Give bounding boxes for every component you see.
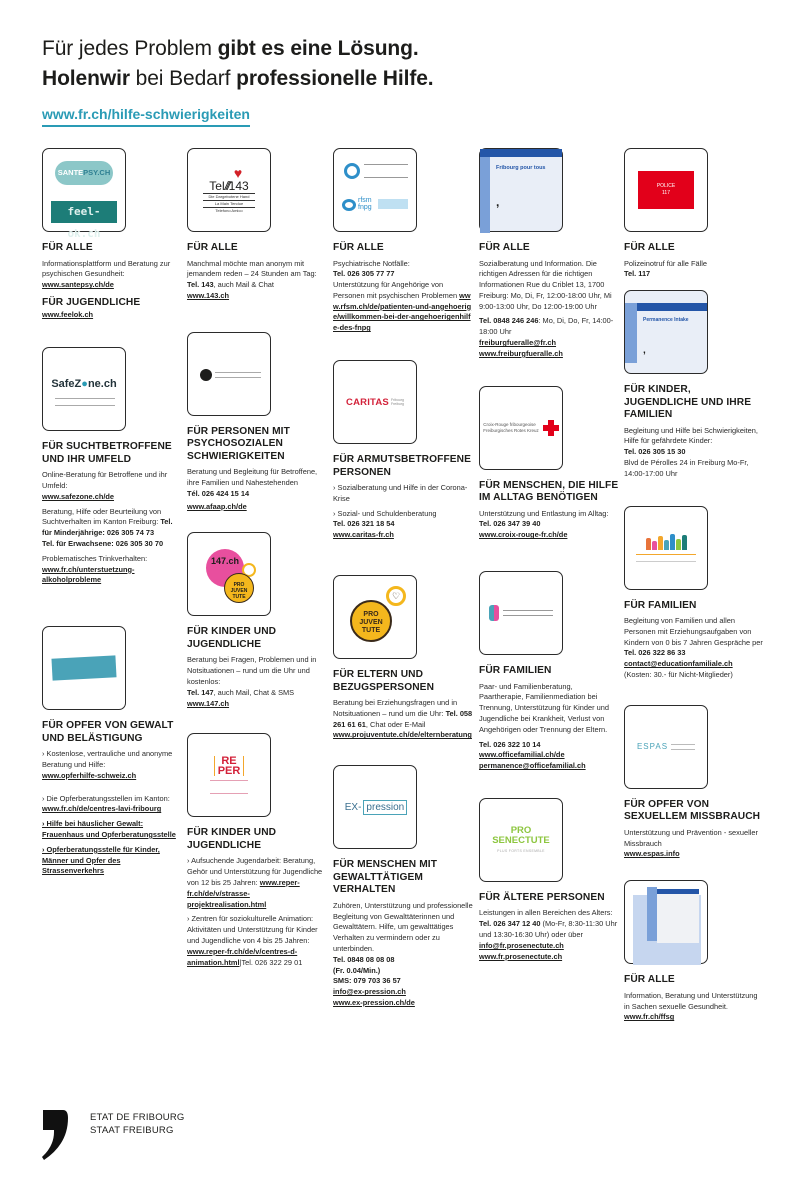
officefamilial-link[interactable]: www.officefamilial.ch/de	[479, 750, 565, 760]
card-description: › Sozialberatung und Hilfe in der Corona-Krise	[333, 483, 468, 503]
category-heading: FÜR ARMUTSBETROFFENE PERSONEN	[333, 454, 472, 478]
rfsm-link[interactable]: www.rfsm.ch/de/patienten-und-angehoerige/willkommen-bei-der-angehoerigenhilfe-des-fnpg	[333, 290, 472, 333]
reper-strasse-link[interactable]: www.reper-fr.ch/de/v/strasse-projektrealisation.html	[187, 877, 300, 909]
card-croix-rouge	[479, 386, 619, 541]
147-link[interactable]: www.147.ch	[187, 698, 230, 708]
santepsy-logo-mark: SANTEPSY.CH	[55, 161, 113, 185]
santepsy-link[interactable]: www.santepsy.ch/de	[42, 280, 114, 290]
card-description: Manchmal möchte man anonym mit jemandem reden – 24 Stunden am Tag: Tel. 143, auch Mail & Chat www.143.ch	[187, 259, 327, 302]
santepsy-feelok-logo	[42, 148, 126, 240]
card-pro-senectute	[479, 798, 619, 962]
afaap-logo	[187, 332, 271, 416]
espas-logo: ESPAS	[624, 705, 708, 789]
croix-rouge-link[interactable]: www.croix-rouge-fr.ch/de	[479, 530, 568, 540]
card-description: Information, Beratung und Unterstützung in Sachen sexuelle Gesundheit. www.fr.ch/ffsg	[624, 991, 764, 1023]
category-heading: FÜR ALLE	[624, 974, 675, 986]
headline-line-1: Für jedes Problem gibt es eine Lösung.	[42, 37, 419, 60]
category-heading: FÜR KINDER UND JUGENDLICHE	[187, 827, 277, 851]
card-147	[187, 532, 327, 709]
card-police	[624, 148, 764, 280]
category-heading: FÜR PERSONEN MIT PSYCHOSOZIALEN SCHWIERIGKEITEN	[187, 425, 290, 462]
category-heading: FÜR OPFER VON SEXUELLEM MISSBRAUCH	[624, 798, 761, 823]
card-description: Sozialberatung und Information. Die richtigen Adressen für die richtigen Informationen Rue du Criblet 13, 1700 Freiburg: Mo, Di, Fr, 12:00-18:00 Uhr, Mi 9:00-13:00 Uhr, Do 12:00-19:00 Uhr	[479, 258, 612, 311]
card-afaap	[187, 332, 327, 513]
column-3	[333, 148, 473, 1009]
headline-line-2: Holenwir bei Bedarf professionelle Hilfe.	[42, 67, 434, 90]
etat-fribourg-comma-logo-icon	[42, 1110, 68, 1160]
card-description: Polizeinotruf für alle Fälle Tel. 117	[624, 258, 707, 279]
card-description: Begleitung und Hilfe bei Schwierigkeiten, Hilfe für gefährdete Kinder: Tel. 026 305 15 30 Blvd de Pérolles 24 in Freiburg Mo-Fr, 14:00-17:00 Uhr	[624, 425, 758, 478]
category-heading: FÜR OPFER VON GEWALT UND BELÄSTIGUNG	[42, 720, 174, 744]
pro-senectute-logo: PRO SENECTUTE PLUS FORTS ENSEMBLE	[479, 798, 563, 882]
projuventute-link[interactable]: www.projuventute.ch/de/elternberatung	[333, 730, 472, 740]
143-link[interactable]: www.143.ch	[187, 290, 230, 300]
opferberatungsstelle-link[interactable]: › Opferberatungsstelle für Kinder, Männer und Opfer des Strassenverkehrs	[42, 844, 160, 876]
card-ex-pression	[333, 765, 473, 1008]
haeusliche-gewalt-link[interactable]: › Hilfe bei häuslicher Gewalt: Frauenhaus und Opferberatungsstelle	[42, 819, 176, 839]
freiburgfueralle-email-link[interactable]: freiburgfueralle@fr.ch	[479, 338, 557, 348]
category-heading: FÜR ALLE	[187, 242, 238, 253]
tel143-logo: ♥ Tel///143 Die Dargebotene Hand La Main Tendue Telefono Amico	[187, 148, 271, 232]
centres-lavi-link[interactable]: www.fr.ch/de/centres-lavi-fribourg	[42, 804, 162, 814]
card-opferhilfe: FÜR OPFER VON GEWALT UND BELÄSTIGUNG › Kostenlose, vertrauliche und anonyme Beratung und Hilfe: www.opferhilfe-schweiz.ch › Die Opferberatungsstellen im Kanton: www.fr.ch/de/centres-lavi-fribourg › Hilfe bei häuslicher Gewalt: Frauenhaus und Opferberatungsstelle › Opferberatungsstelle für Kinder, Männer und Opfer des Strassenverkehrs	[42, 626, 182, 877]
card-description: Paar- und Familienberatung, Paartherapie, Familienmediation bei Trennung, Unterstützung für Kinder und Jugendliche bei Krankheit, Verlust von Angehörigen oder Trennung der Eltern.	[479, 681, 609, 734]
red-cross-icon	[543, 420, 559, 436]
afaap-link[interactable]: www.afaap.ch/de	[187, 501, 247, 511]
card-rfsm	[333, 148, 473, 334]
caritas-logo: CARITAS Fribourg Freiburg	[333, 360, 417, 444]
comma-icon: ,	[643, 345, 646, 357]
reper-logo: RE PER	[187, 733, 271, 817]
card-description: Beratung und Begleitung für Betroffene, ihre Familien und Nahestehenden Tél. 026 424 15 14 www.afaap.ch/de	[187, 467, 327, 512]
category-heading: FÜR ALLE	[333, 242, 384, 253]
family-icon	[489, 605, 499, 621]
ex-pression-link[interactable]: www.ex-pression.ch/de	[333, 997, 415, 1007]
category-heading-2: FÜR JUGENDLICHE	[42, 296, 141, 308]
card-description: › Aufsuchende Jugendarbeit: Beratung, Gehör und Unterstützung für Jugendliche von 12 bis 25 Jahren: www.reper-fr.ch/de/v/strasse-projektrealisation.html	[187, 856, 323, 909]
card-freiburg-fuer-alle: Fribourg pour tous , FÜR ALLE Sozialberatung und Information. Die richtigen Adressen für die richtigen Informationen Rue du Criblet 13, 1700 Freiburg: Mo, Di, Fr, 12:00-18:00 Uhr, Mi 9:00-13:00 Uhr, Do 12:00-19:00 Uhr Tel. 0848 246 246: Mo, Di, Do, Fr, 14:00-18:00 Uhr freiburgfueralle@fr.ch www.freiburgfueralle.ch	[479, 148, 619, 360]
column-1	[42, 148, 182, 877]
heart-icon: ♡	[386, 586, 406, 606]
card-cfsg	[624, 880, 764, 1023]
card-description: Online-Beratung für Betroffene und ihr Umfeld: www.safezone.ch/de	[42, 470, 182, 502]
card-tel143	[187, 148, 327, 302]
card-description: Unterstützung und Entlastung im Alltag: Tel. 026 347 39 40 www.croix-rouge-fr.ch/de	[479, 509, 619, 541]
card-santepsy	[42, 148, 182, 321]
headline	[42, 34, 434, 94]
card-description: Zuhören, Unterstützung und professionelle Begleitung von Gewalttäterinnen und Gewalttätern. Hilfe, um gewalttätiges Verhalten zu vermindern oder zu unterbinden. Tel. 0848 08 08 08 (Fr. 0.04/Min.) SMS: 079 703 36 57 info@ex-pression.ch www.ex-pression.ch/de	[333, 900, 473, 1007]
category-heading: FÜR FAMILIEN	[479, 665, 552, 677]
footer-line-1: ETAT DE FRIBOURG	[90, 1112, 185, 1123]
freiburgfueralle-link[interactable]: www.freiburgfueralle.ch	[479, 348, 563, 358]
card-caritas: CARITAS Fribourg Freiburg FÜR ARMUTSBETROFFENE PERSONEN › Sozialberatung und Hilfe in der Corona-Krise › Sozial- und Schuldenberatung Tel. 026 321 18 54 www.caritas-fr.ch	[333, 360, 473, 541]
comma-icon: ,	[496, 195, 500, 209]
category-heading: FÜR ÄLTERE PERSONEN	[479, 891, 605, 903]
reper-centres-link[interactable]: www.reper-fr.ch/de/v/centres-d-animation.html	[187, 946, 298, 967]
card-permanence-intake	[624, 290, 764, 479]
card-projuventute	[333, 575, 473, 741]
column-5	[624, 148, 764, 1023]
alkoholprobleme-link[interactable]: www.fr.ch/unterstuetzung-alkoholprobleme	[42, 564, 135, 585]
card-description: Unterstützung und Prävention - sexueller Missbrauch www.espas.info	[624, 828, 764, 860]
category-heading: FÜR ALLE	[624, 242, 675, 253]
main-url-link[interactable]: www.fr.ch/hilfe-schwierigkeiten	[42, 106, 250, 127]
ffsg-link[interactable]: www.fr.ch/ffsg	[624, 1012, 675, 1022]
ex-pression-email-link[interactable]: info@ex-pression.ch	[333, 987, 406, 997]
column-4	[479, 148, 619, 962]
category-heading: FÜR MENSCHEN, DIE HILFE IM ALLTAG BENÖTIGEN	[479, 479, 619, 504]
espas-link[interactable]: www.espas.info	[624, 849, 680, 859]
column-2	[187, 148, 327, 968]
safezone-link[interactable]: www.safezone.ch/de	[42, 491, 115, 501]
police-logo: POLICE 117	[624, 148, 708, 232]
category-heading: FÜR KINDER UND JUGENDLICHE	[187, 626, 277, 650]
card-education-familiale	[624, 506, 764, 681]
card-description: Leistungen in allen Bereichen des Alters: Tel. 026 347 12 40 (Mo-Fr, 8:30-11:30 Uhr und 13:30-16:30 Uhr) oder über info@fr.prosenectute.ch www.fr.prosenectute.ch	[479, 908, 618, 961]
147-projuventute-logo: 147.ch PRO JUVEN TUTE	[187, 532, 271, 616]
prosenectute-email-link[interactable]: info@fr.prosenectute.ch	[479, 940, 564, 950]
office-familial-logo	[479, 571, 563, 655]
officefamilial-email-link[interactable]: permanence@officefamilial.ch	[479, 761, 586, 771]
croix-rouge-logo: Croix-Rouge fribourgeoise Freiburgisches Rotes Kreuz	[479, 386, 563, 470]
card-description: Psychiatrische Notfälle: Tel. 026 305 77 77 Unterstützung für Angehörige von Personen mit psychischen Problemen www.rfsm.ch/de/patienten-und-angehoerige/willkommen-bei-der-angehoerigenhilfe-des-fnpg	[333, 258, 472, 333]
opferhilfe-logo	[42, 626, 126, 710]
card-description: Beratung bei Fragen, Problemen und in Notsituationen – rund um die Uhr und kostenlos: Tel. 147, auch Mail, Chat & SMS www.147.ch	[187, 655, 327, 709]
heart-icon: ♥	[233, 164, 243, 181]
footer-line-2: STAAT FREIBURG	[90, 1125, 174, 1136]
feelok-logo-mark: feel-ok.ch	[51, 201, 117, 223]
card-espas	[624, 705, 764, 860]
opferhilfe-link[interactable]: www.opferhilfe-schweiz.ch	[42, 770, 137, 780]
cfsg-logo	[624, 880, 708, 964]
family-figures-icon	[646, 534, 687, 550]
permanence-intake-logo: Permanence Intake ,	[624, 290, 708, 374]
card-description: Informationsplattform und Beratung zur psychischen Gesundheit: www.santepsy.ch/de	[42, 259, 182, 291]
card-description: Beratung bei Erziehungsfragen und in Notsituationen – rund um die Uhr: Tel. 058 261 61 61, Chat oder E-Mail www.projuventute.ch/de/elternberatung	[333, 698, 473, 740]
card-description: Begleitung von Familien und allen Personen mit Erziehungsaufgaben von Kindern von 0 bis 7 Jahren Gespräche per Tel. 026 322 86 33 contact@educationfamiliale.ch (Kosten: 30.- für Nicht-Mitglieder)	[624, 616, 763, 680]
category-heading: FÜR FAMILIEN	[624, 599, 697, 611]
educationfamiliale-email-link[interactable]: contact@educationfamiliale.ch	[624, 659, 733, 669]
feelok-link[interactable]: www.feelok.ch	[42, 310, 94, 320]
card-reper: RE PER FÜR KINDER UND JUGENDLICHE › Aufsuchende Jugendarbeit: Beratung, Gehör und Unterstützung für Jugendliche von 12 bis 25 Jahren: www.reper-fr.ch/de/v/strasse-projektrealisation.html › Zentren für soziokulturelle Animation: Aktivitäten und Unterstützung für Kinder und Jugendliche von 4 bis 25 Jahren: www.reper-fr.ch/de/v/centres-d-animation.html|Tel. 026 322 29 01	[187, 733, 327, 968]
card-description: › Kostenlose, vertrauliche und anonyme Beratung und Hilfe: www.opferhilfe-schweiz.ch	[42, 749, 182, 781]
fribourg-pour-tous-logo: Fribourg pour tous ,	[479, 148, 563, 232]
category-heading: FÜR ALLE	[479, 242, 530, 253]
card-office-familial: FÜR FAMILIEN Paar- und Familienberatung, Paartherapie, Familienmediation bei Trennung, Unterstützung für Kinder und Jugendliche bei Krankheit, Verlust von Angehörigen oder Trennung der Eltern. Tel. 026 322 10 14 www.officefamilial.ch/de permanence@officefamilial.ch	[479, 571, 619, 772]
card-safezone: SafeZ●ne.ch FÜR SUCHTBETROFFENE UND IHR UMFELD Online-Beratung für Betroffene und ihr Umfeld: www.safezone.ch/de Beratung, Hilfe oder Beurteilung von Suchtverhalten im Kanton Freiburg: Tel. für Minderjährige: 026 305 74 73 Tel. für Erwachsene: 026 305 30 70 Problematisches Trinkverhalten: www.fr.ch/unterstuetzung-alkoholprobleme	[42, 347, 182, 586]
prosenectute-link[interactable]: www.fr.prosenectute.ch	[479, 951, 563, 961]
footer	[42, 1110, 185, 1160]
rfsm-fnpg-logo: rfsm fnpg	[333, 148, 417, 232]
safezone-logo: SafeZ●ne.ch	[42, 347, 126, 431]
category-heading: FÜR ALLE	[42, 242, 93, 253]
ex-pression-logo: EX- pression	[333, 765, 417, 849]
category-heading: FÜR ELTERN UND BEZUGSPERSONEN	[333, 669, 435, 693]
caritas-link[interactable]: www.caritas-fr.ch	[333, 530, 394, 540]
category-heading: FÜR MENSCHEN MIT GEWALTTÄTIGEM VERHALTEN	[333, 859, 438, 896]
education-familiale-logo	[624, 506, 708, 590]
projuventute-logo: ♡ PRO JUVEN TUTE	[333, 575, 417, 659]
category-heading: FÜR KINDER, JUGENDLICHE UND IHRE FAMILIEN	[624, 384, 752, 421]
category-heading: FÜR SUCHTBETROFFENE UND IHR UMFELD	[42, 441, 172, 465]
